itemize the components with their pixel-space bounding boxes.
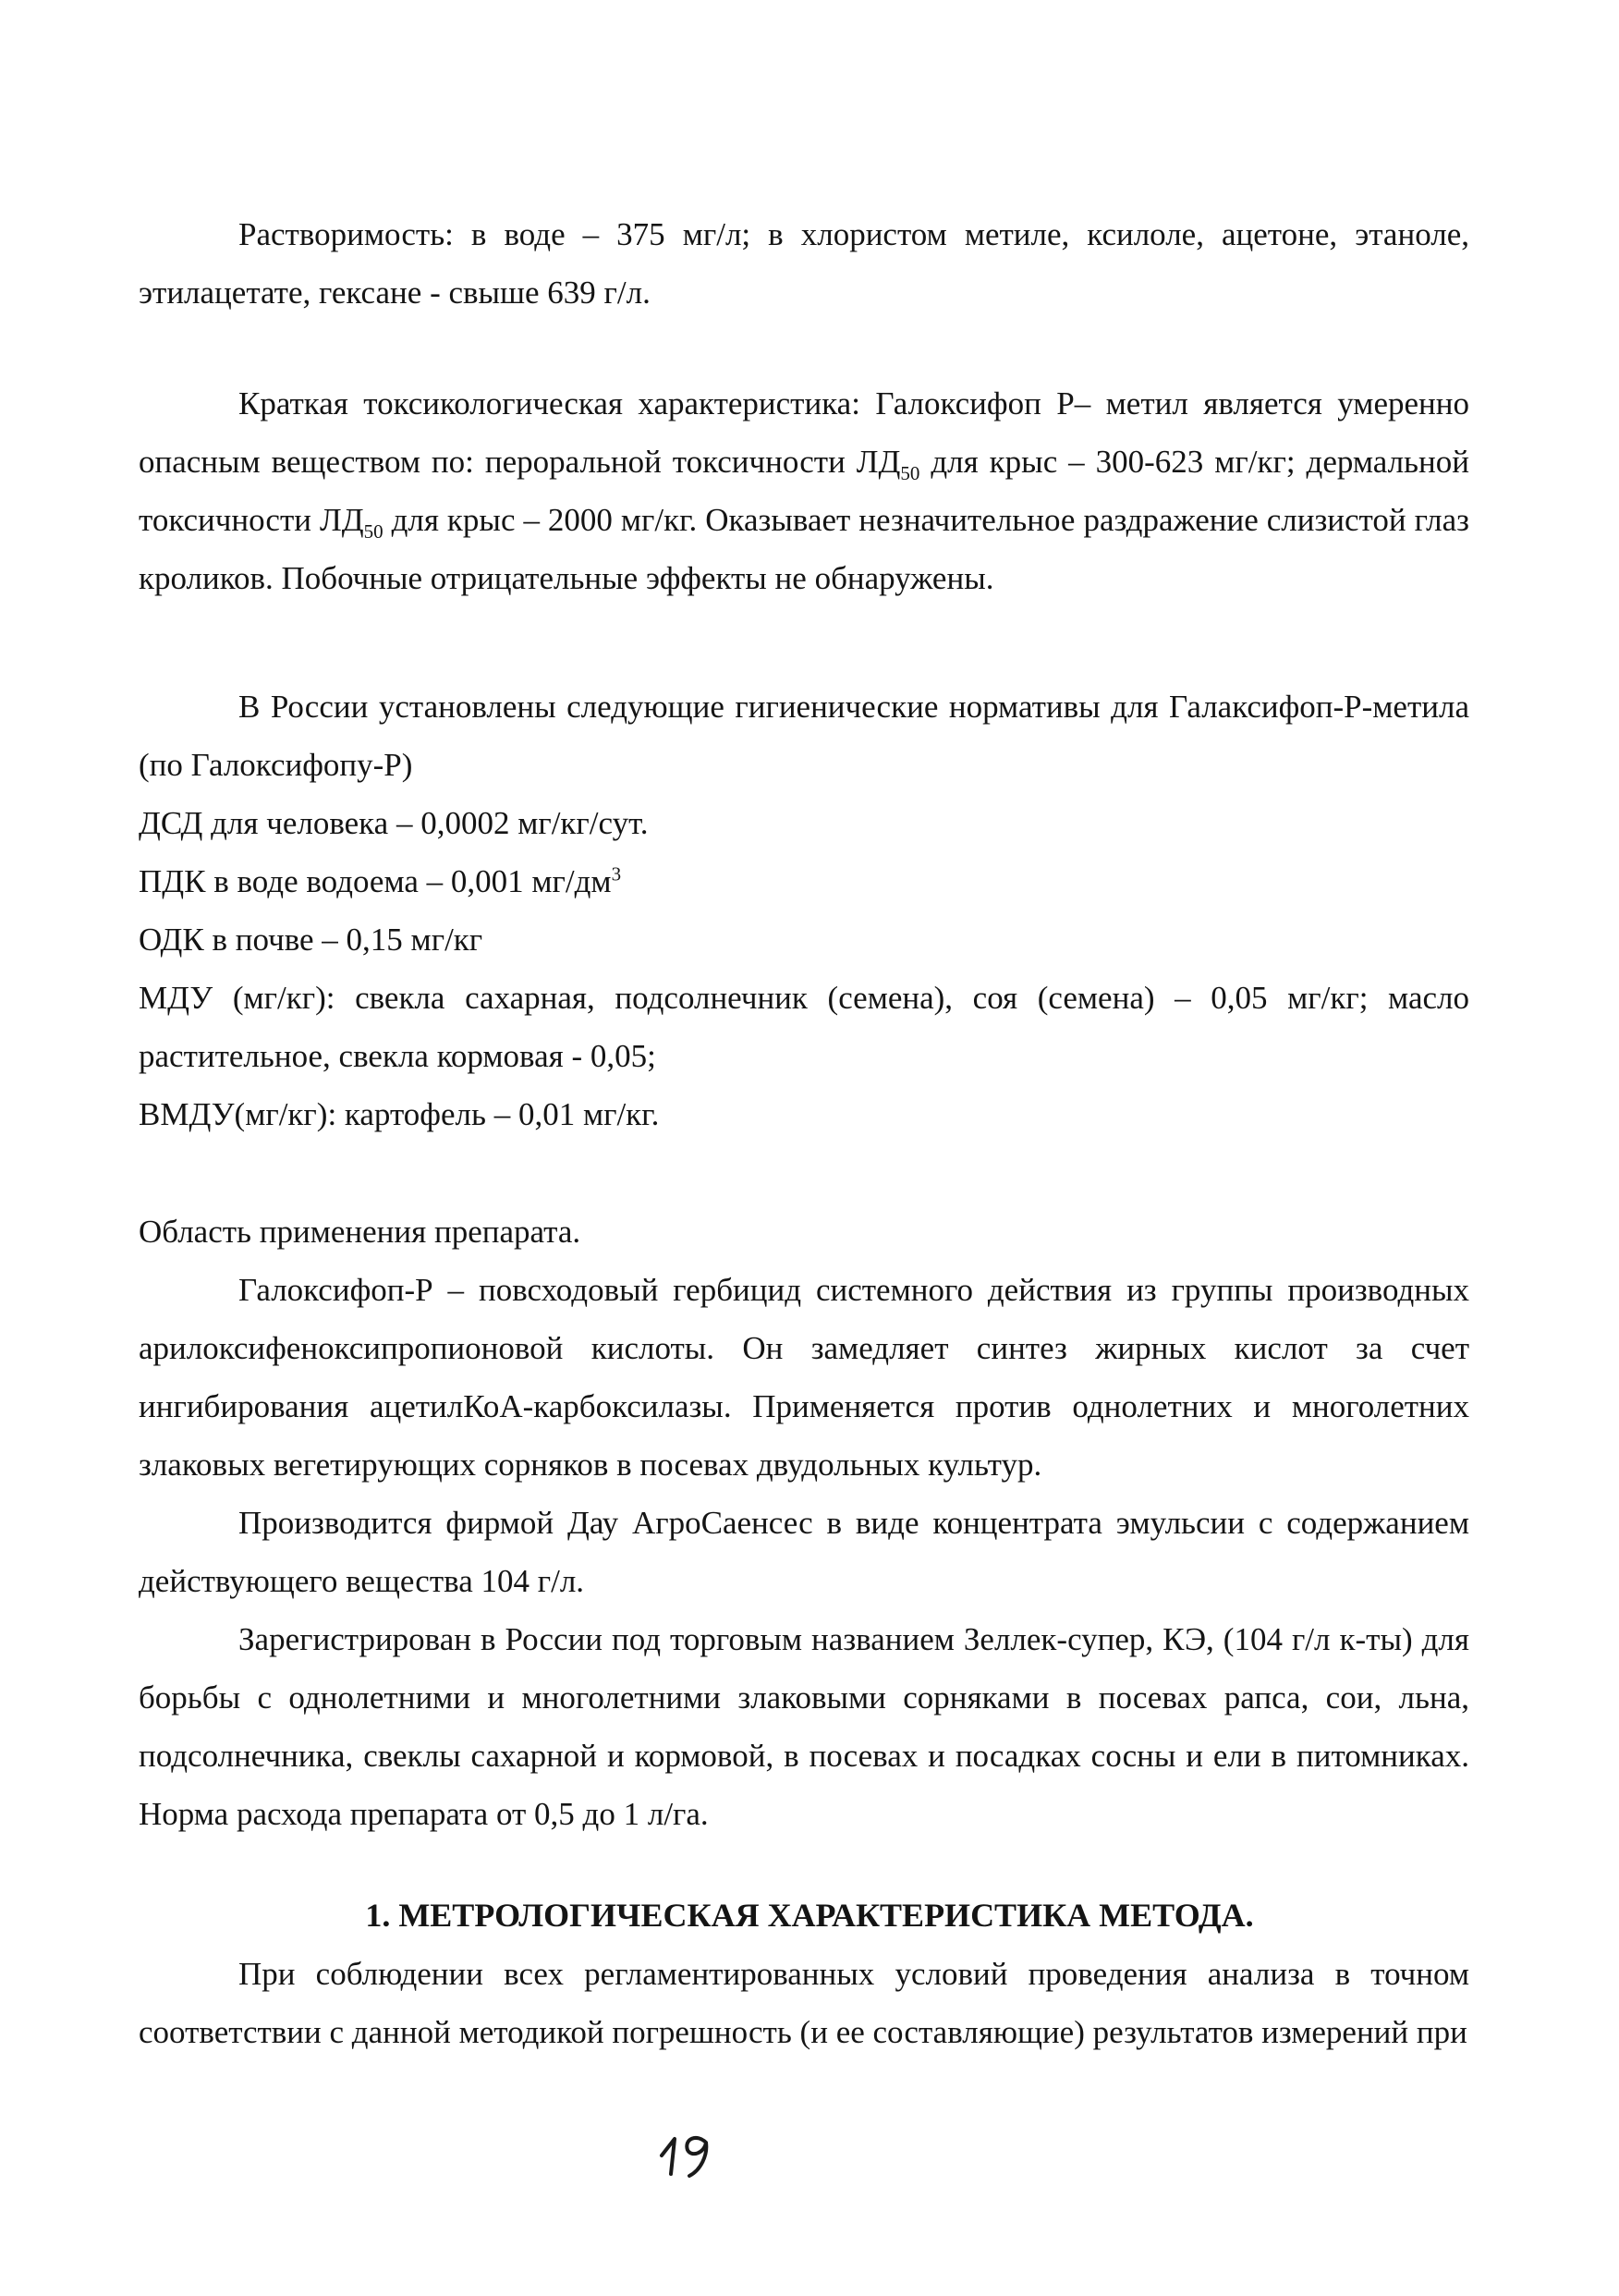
norm-mdu: МДУ (мг/кг): свекла сахарная, подсолнечник (семена), соя (семена) – 0,05 мг/кг; масло растительное, свекла кормовая - 0,05; bbox=[139, 980, 1469, 1074]
norm-pdk-text: ПДК в воде водоема – 0,001 мг/дм bbox=[139, 863, 612, 899]
norm-vmdu: ВМДУ(мг/кг): картофель – 0,01 мг/кг. bbox=[139, 1096, 660, 1132]
application-title: Область применения препарата. bbox=[139, 1214, 581, 1250]
ld-subscript-1: 50 bbox=[900, 462, 920, 484]
solubility-paragraph: Растворимость: в воде – 375 мг/л; в хлористом метиле, ксилоле, ацетоне, этаноле, этилацетате, гексане - свыше 639 г/л. bbox=[139, 216, 1469, 311]
toxicology-paragraph bbox=[139, 374, 1469, 607]
norm-pdk bbox=[139, 852, 621, 910]
toxicology-text-1: Краткая токсикологическая характеристика: Галоксифоп Р– метил является умеренно опасным веществом по: пероральной токсичности ЛД bbox=[139, 385, 1469, 480]
norm-dsd: ДСД для человека – 0,0002 мг/кг/сут. bbox=[139, 805, 649, 841]
application-paragraph-2: Производится фирмой Дау АгроСаенсес в виде концентрата эмульсии с содержанием действующего вещества 104 г/л. bbox=[139, 1505, 1469, 1599]
toxicology-text-3: для крыс – 2000 мг/кг. Оказывает незначительное раздражение слизистой глаз кроликов. Побочные отрицательные эффекты не обнаружены. bbox=[139, 502, 1470, 596]
norms-intro: В России установлены следующие гигиенические нормативы для Галаксифоп-Р-метила (по Галоксифопу-Р) bbox=[139, 689, 1469, 783]
section-paragraph-1: При соблюдении всех регламентированных условий проведения анализа в точном соответствии с данной методикой погрешность (и ее составляющие) результатов измерений при bbox=[139, 1956, 1469, 2050]
norm-pdk-superscript: 3 bbox=[611, 862, 622, 885]
application-paragraph-3: Зарегистрирован в России под торговым названием Зеллек-супер, КЭ, (104 г/л к-ты) для борьбы с однолетними и многолетними злаковыми сорняками в посевах рапса, сои, льна, подсолнечника, свеклы сахарной и кормовой, в посевах и посадках сосны и ели в питомниках. Норма расхода препарата от 0,5 до 1 л/га. bbox=[139, 1621, 1469, 1832]
application-paragraph-1: Галоксифоп-Р – повсходовый гербицид системного действия из группы производных арилоксифеноксипропионовой кислоты. Он замедляет синтез жирных кислот за счет ингибирования ацетилКоА-карбоксилазы. Применяется против однолетних и многолетних злаковых вегетирующих сорняков в посевах двудольных культур. bbox=[139, 1272, 1469, 1483]
section-heading: 1. МЕТРОЛОГИЧЕСКАЯ ХАРАКТЕРИСТИКА МЕТОДА. bbox=[365, 1897, 1254, 1934]
toxicology-text-2: для крыс – 300-623 мг/кг; дермальной токсичности ЛД bbox=[139, 444, 1469, 538]
ld-subscript-2: 50 bbox=[363, 520, 383, 543]
handwritten-page-number bbox=[656, 2119, 721, 2183]
norm-odk: ОДК в почве – 0,15 мг/кг bbox=[139, 922, 483, 958]
